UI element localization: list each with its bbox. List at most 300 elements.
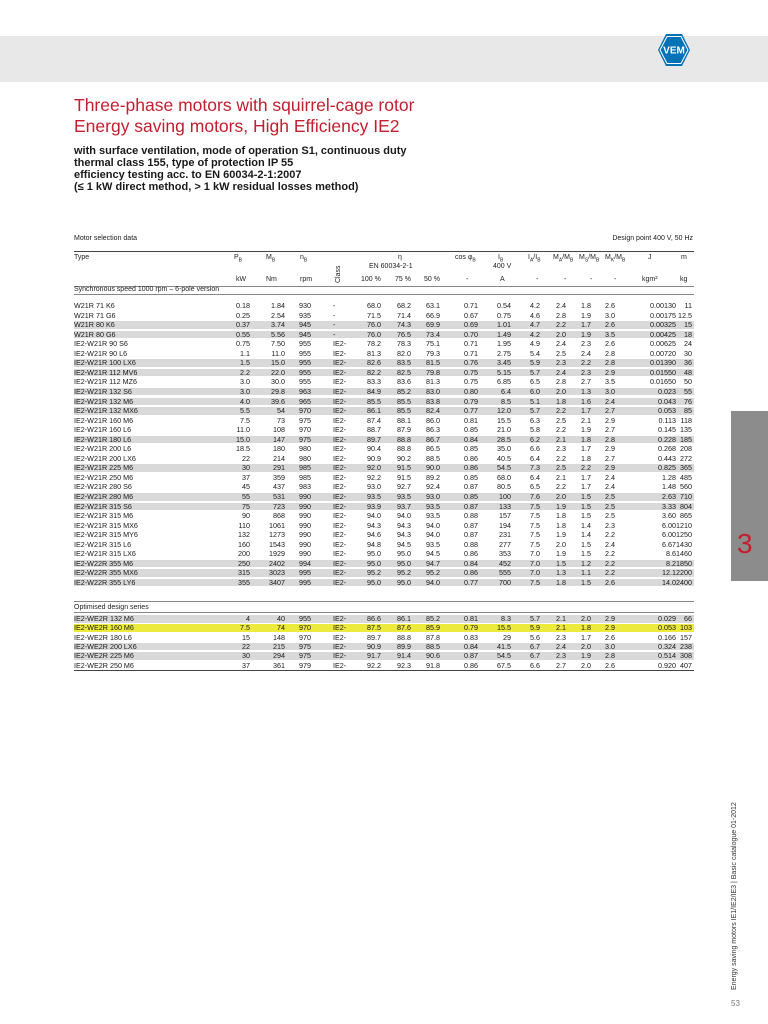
unit-cos: -: [466, 276, 469, 283]
cell-mamb: 1.8: [556, 577, 566, 587]
cell-m: 407: [680, 660, 692, 670]
cell-mb: 39.6: [271, 396, 285, 406]
cell-nb: 990: [299, 520, 311, 530]
cell-mkmb: 2.5: [605, 511, 615, 521]
cell-eta75: 88.8: [397, 434, 411, 444]
cell-class: IE2-: [333, 660, 347, 670]
cell-j: 0.053: [658, 406, 676, 416]
cell-class: IE2-: [333, 549, 347, 559]
cell-mb: 291: [273, 463, 285, 473]
cell-iaib: 6.5: [530, 482, 540, 492]
cell-eta75: 95.0: [397, 558, 411, 568]
cell-cos: 0.87: [464, 530, 478, 540]
cell-class: -: [333, 329, 336, 339]
cell-class: IE2-: [333, 651, 347, 661]
cell-pb: 22: [242, 453, 250, 463]
chapter-number: 3: [737, 528, 753, 559]
cell-eta100: 95.0: [367, 577, 381, 587]
cell-nb: 994: [299, 558, 311, 568]
table-row: [74, 302, 694, 310]
cell-msmb: 1.4: [581, 530, 591, 540]
cell-eta50: 85.2: [426, 614, 440, 623]
cell-pb: 0.55: [236, 329, 250, 339]
cell-ib: 6.4: [501, 386, 511, 396]
cell-ib: 8.3: [501, 614, 511, 623]
cell-mkmb: 2.2: [605, 530, 615, 540]
cell-eta75: 88.8: [397, 444, 411, 454]
cell-type: IE2-W21R 132 MX6: [74, 406, 138, 416]
col-header-nb: $n_B$: [300, 254, 308, 264]
cell-ib: 35.0: [497, 444, 511, 454]
cell-iaib: 7.5: [530, 577, 540, 587]
col-header-msmb: $M_S/M_B$: [579, 254, 600, 264]
cell-cos: 0.84: [464, 558, 478, 568]
cell-iaib: 7.5: [530, 520, 540, 530]
cell-pb: 200: [238, 549, 250, 559]
cell-eta75: 68.2: [397, 301, 411, 310]
cell-eta50: 86.3: [426, 425, 440, 435]
cell-mb: 214: [273, 453, 285, 463]
cell-mamb: 1.9: [556, 501, 566, 511]
table-caption: Motor selection data: [74, 235, 138, 242]
cell-mamb: 2.5: [556, 415, 566, 425]
cell-iaib: 7.0: [530, 558, 540, 568]
cell-nb: 955: [299, 348, 311, 358]
cell-eta75: 94.0: [397, 511, 411, 521]
cell-nb: 945: [299, 320, 311, 330]
cell-msmb: 1.7: [581, 482, 591, 492]
cell-type: IE2-W21R 180 L6: [74, 434, 132, 444]
cell-eta75: 85.2: [397, 386, 411, 396]
cell-iaib: 5.1: [530, 396, 540, 406]
cell-msmb: 1.8: [581, 434, 591, 444]
cell-eta75: 90.2: [397, 453, 411, 463]
table-row: [74, 503, 694, 511]
cell-iaib: 6.0: [530, 386, 540, 396]
cell-j: 0.043: [658, 396, 676, 406]
table-row: [74, 407, 694, 415]
cell-nb: 995: [299, 568, 311, 578]
table-row: [74, 359, 694, 367]
cell-mkmb: 2.9: [605, 614, 615, 623]
cell-mkmb: 2.3: [605, 520, 615, 530]
cell-m: 118: [680, 415, 692, 425]
cell-mamb: 2.4: [556, 339, 566, 349]
cell-eta50: 93.5: [426, 539, 440, 549]
cell-pb: 55: [242, 492, 250, 501]
cell-type: IE2-W21R 100 LX6: [74, 358, 136, 368]
cell-eta50: 89.2: [426, 472, 440, 482]
table-row: [74, 426, 694, 434]
cell-ib: 21.0: [497, 425, 511, 435]
cell-class: IE2-: [333, 348, 347, 358]
table-row: [74, 398, 694, 406]
cell-cos: 0.77: [464, 406, 478, 416]
cell-mb: 74: [277, 623, 285, 633]
cell-eta75: 92.3: [397, 660, 411, 670]
cell-m: 157: [680, 632, 692, 642]
page-subtitle: with surface ventilation, mode of operation S1, continuous duty thermal class 155, type of protection IP 55 efficiency testing acc. to EN 60034-2-1:2007 (≤ 1 kW direct method, > 1 kW residual losses method): [74, 145, 407, 193]
cell-m: 2400: [676, 577, 692, 587]
cell-mkmb: 2.4: [605, 396, 615, 406]
cell-mkmb: 2.2: [605, 549, 615, 559]
cell-type: W21R 80 K6: [74, 320, 115, 330]
table-row: [74, 312, 694, 320]
col-header-mamb: $M_A/M_B$: [553, 254, 574, 264]
cell-nb: 979: [299, 660, 311, 670]
cell-m: 103: [680, 623, 692, 633]
cell-msmb: 2.1: [581, 415, 591, 425]
cell-nb: 990: [299, 539, 311, 549]
unit-mamb: -: [564, 276, 567, 283]
cell-msmb: 1.5: [581, 501, 591, 511]
cell-pb: 1.1: [240, 348, 250, 358]
cell-nb: 965: [299, 396, 311, 406]
cell-eta100: 86.6: [367, 614, 381, 623]
cell-type: IE2-W21R 315 S6: [74, 501, 132, 511]
cell-mamb: 2.0: [556, 539, 566, 549]
cell-mb: 1273: [269, 530, 285, 540]
cell-iaib: 5.7: [530, 614, 540, 623]
table-row: [74, 643, 694, 651]
cell-nb: 930: [299, 301, 311, 310]
cell-eta50: 88.5: [426, 453, 440, 463]
cell-ib: 1.95: [497, 339, 511, 349]
cell-mamb: 2.0: [556, 386, 566, 396]
table-row: [74, 464, 694, 472]
cell-ib: 5.15: [497, 367, 511, 377]
cell-nb: 970: [299, 623, 311, 633]
cell-nb: 990: [299, 511, 311, 521]
table-row: [74, 417, 694, 425]
cell-eta50: 87.8: [426, 632, 440, 642]
cell-nb: 955: [299, 614, 311, 623]
cell-mamb: 2.2: [556, 425, 566, 435]
cell-msmb: 1.3: [581, 386, 591, 396]
cell-mkmb: 2.4: [605, 472, 615, 482]
section-title-optimised: Optimised design series: [74, 604, 149, 611]
cell-ib: 8.5: [501, 396, 511, 406]
cell-mkmb: 2.6: [605, 660, 615, 670]
cell-mkmb: 2.7: [605, 453, 615, 463]
cell-m: 560: [680, 482, 692, 492]
cell-mamb: 2.3: [556, 651, 566, 661]
cell-cos: 0.71: [464, 339, 478, 349]
cell-eta75: 78.3: [397, 339, 411, 349]
cell-eta50: 93.5: [426, 511, 440, 521]
cell-m: 2200: [676, 568, 692, 578]
cell-mkmb: 2.8: [605, 651, 615, 661]
cell-type: IE2-W21R 280 M6: [74, 492, 134, 501]
table-row: [74, 634, 694, 642]
cell-m: 185: [680, 434, 692, 444]
col-header-mkmb: $M_K/M_B$: [605, 254, 626, 264]
cell-eta75: 88.1: [397, 415, 411, 425]
cell-mamb: 2.1: [556, 614, 566, 623]
cell-nb: 955: [299, 358, 311, 368]
cell-j: 0.01650: [650, 377, 676, 387]
cell-pb: 22: [242, 641, 250, 651]
cell-eta100: 90.9: [367, 641, 381, 651]
cell-msmb: 1.4: [581, 520, 591, 530]
table-mid-rule: [74, 601, 694, 602]
table-row: [74, 369, 694, 377]
cell-iaib: 4.6: [530, 310, 540, 320]
cell-eta75: 87.9: [397, 425, 411, 435]
cell-eta100: 92.2: [367, 472, 381, 482]
cell-class: IE2-: [333, 377, 347, 387]
table-row: [74, 378, 694, 386]
cell-eta100: 76.0: [367, 329, 381, 339]
cell-class: IE2-: [333, 463, 347, 473]
cell-ib: 15.5: [497, 623, 511, 633]
cell-pb: 30: [242, 651, 250, 661]
cell-pb: 0.37: [236, 320, 250, 330]
cell-m: 1460: [676, 549, 692, 559]
cell-cos: 0.70: [464, 329, 478, 339]
table-row: [74, 560, 694, 568]
cell-eta50: 94.7: [426, 558, 440, 568]
cell-eta100: 92.0: [367, 463, 381, 473]
cell-cos: 0.71: [464, 301, 478, 310]
cell-msmb: 1.9: [581, 329, 591, 339]
cell-pb: 37: [242, 472, 250, 482]
cell-ib: 1.49: [497, 329, 511, 339]
cell-nb: 985: [299, 463, 311, 473]
cell-iaib: 5.7: [530, 406, 540, 416]
header-band: [0, 36, 768, 82]
cell-mkmb: 2.9: [605, 444, 615, 454]
cell-msmb: 1.9: [581, 425, 591, 435]
cell-nb: 980: [299, 453, 311, 463]
cell-msmb: 1.7: [581, 472, 591, 482]
cell-eta75: 76.5: [397, 329, 411, 339]
cell-msmb: 1.1: [581, 568, 591, 578]
cell-m: 238: [680, 641, 692, 651]
cell-j: 0.920: [658, 660, 676, 670]
cell-mamb: 2.5: [556, 348, 566, 358]
table-row: [74, 512, 694, 520]
cell-mkmb: 2.9: [605, 623, 615, 633]
cell-cos: 0.77: [464, 577, 478, 587]
cell-class: -: [333, 301, 336, 310]
cell-mkmb: 2.8: [605, 434, 615, 444]
cell-m: 308: [680, 651, 692, 661]
cell-j: 0.228: [658, 434, 676, 444]
cell-type: IE2-W21R 90 L6: [74, 348, 128, 358]
cell-j: 6.67: [662, 539, 676, 549]
cell-mkmb: 2.7: [605, 406, 615, 416]
cell-m: 710: [680, 492, 692, 501]
cell-type: IE2-W21R 200 LX6: [74, 453, 136, 463]
cell-ib: 12.0: [497, 406, 511, 416]
cell-j: 0.01390: [650, 358, 676, 368]
table-top-rule: [74, 251, 694, 252]
cell-pb: 160: [238, 539, 250, 549]
cell-class: -: [333, 320, 336, 330]
cell-type: IE2-W21R 160 M6: [74, 415, 134, 425]
unit-eta50: 50 %: [424, 276, 440, 283]
cell-mb: 147: [273, 434, 285, 444]
col-header-ib-voltage: 400 V: [493, 263, 512, 270]
col-header-eta: η: [398, 254, 402, 261]
cell-iaib: 7.0: [530, 549, 540, 559]
design-point: Design point 400 V, 50 Hz: [612, 235, 693, 242]
cell-j: 8.2: [666, 558, 676, 568]
cell-mb: 11.0: [271, 348, 285, 358]
cell-eta75: 87.6: [397, 623, 411, 633]
cell-type: IE2-W21R 315 M6: [74, 511, 134, 521]
cell-eta50: 75.1: [426, 339, 440, 349]
cell-pb: 0.25: [236, 310, 250, 320]
cell-ib: 29: [503, 632, 511, 642]
cell-pb: 132: [238, 530, 250, 540]
cell-j: 3.60: [662, 511, 676, 521]
cell-mkmb: 2.8: [605, 358, 615, 368]
col-header-cos: $\cos \varphi_B$: [455, 254, 476, 264]
cell-mb: 15.0: [271, 358, 285, 368]
cell-mamb: 2.8: [556, 310, 566, 320]
cell-mamb: 2.1: [556, 472, 566, 482]
cell-pb: 45: [242, 482, 250, 492]
cell-eta75: 88.8: [397, 632, 411, 642]
cell-eta100: 90.9: [367, 453, 381, 463]
cell-eta75: 94.3: [397, 530, 411, 540]
cell-eta50: 91.8: [426, 660, 440, 670]
table-row: [74, 615, 694, 623]
cell-class: IE2-: [333, 339, 347, 349]
cell-eta75: 94.3: [397, 520, 411, 530]
cell-mb: 868: [273, 511, 285, 521]
cell-mamb: 2.0: [556, 492, 566, 501]
cell-class: IE2-: [333, 530, 347, 540]
cell-mkmb: 2.4: [605, 482, 615, 492]
cell-eta50: 94.0: [426, 520, 440, 530]
cell-type: IE2-W21R 315 L6: [74, 539, 132, 549]
cell-iaib: 5.6: [530, 632, 540, 642]
cell-msmb: 1.5: [581, 511, 591, 521]
cell-eta100: 93.9: [367, 501, 381, 511]
cell-m: 1430: [676, 539, 692, 549]
cell-eta100: 76.0: [367, 320, 381, 330]
cell-mkmb: 2.6: [605, 301, 615, 310]
cell-class: IE2-: [333, 453, 347, 463]
cell-eta100: 89.7: [367, 632, 381, 642]
cell-cos: 0.69: [464, 320, 478, 330]
cell-j: 0.023: [658, 386, 676, 396]
cell-class: IE2-: [333, 568, 347, 578]
cell-pb: 37: [242, 660, 250, 670]
cell-eta100: 82.6: [367, 358, 381, 368]
table-row: [74, 522, 694, 530]
cell-mb: 108: [273, 425, 285, 435]
cell-mkmb: 2.5: [605, 501, 615, 511]
cell-j: 0.166: [658, 632, 676, 642]
cell-eta50: 90.6: [426, 651, 440, 661]
table-bottom-rule: [74, 670, 694, 671]
cell-m: 272: [680, 453, 692, 463]
cell-pb: 3.0: [240, 377, 250, 387]
cell-eta100: 94.8: [367, 539, 381, 549]
cell-mamb: 1.5: [556, 558, 566, 568]
cell-j: 0.053: [658, 623, 676, 633]
cell-m: 30: [684, 348, 692, 358]
cell-j: 1.48: [662, 482, 676, 492]
cell-iaib: 7.6: [530, 492, 540, 501]
cell-ib: 1.01: [497, 320, 511, 330]
cell-iaib: 5.4: [530, 348, 540, 358]
cell-pb: 0.18: [236, 301, 250, 310]
col-header-class: Class: [335, 265, 342, 283]
unit-mkmb: -: [614, 276, 617, 283]
cell-eta50: 93.5: [426, 501, 440, 511]
cell-nb: 990: [299, 492, 311, 501]
cell-msmb: 1.8: [581, 453, 591, 463]
col-header-iaib: $I_A/I_B$: [528, 254, 541, 264]
cell-mkmb: 2.6: [605, 339, 615, 349]
cell-ib: 555: [499, 568, 511, 578]
cell-mkmb: 2.5: [605, 492, 615, 501]
table-row: [74, 350, 694, 358]
cell-m: 48: [684, 367, 692, 377]
cell-mb: 2.54: [271, 310, 285, 320]
cell-cos: 0.84: [464, 434, 478, 444]
cell-ib: 452: [499, 558, 511, 568]
cell-pb: 90: [242, 511, 250, 521]
cell-type: IE2-W21R 280 S6: [74, 482, 132, 492]
cell-class: IE2-: [333, 511, 347, 521]
cell-class: IE2-: [333, 482, 347, 492]
cell-eta100: 94.3: [367, 520, 381, 530]
cell-type: IE2-WE2R 160 M6: [74, 623, 134, 633]
table-row: [74, 340, 694, 348]
cell-msmb: 1.2: [581, 558, 591, 568]
cell-cos: 0.88: [464, 539, 478, 549]
cell-j: 0.825: [658, 463, 676, 473]
cell-j: 0.00720: [650, 348, 676, 358]
cell-class: IE2-: [333, 434, 347, 444]
table-row: [74, 483, 694, 491]
unit-eta75: 75 %: [395, 276, 411, 283]
cell-eta50: 86.5: [426, 444, 440, 454]
cell-msmb: 1.9: [581, 651, 591, 661]
cell-nb: 985: [299, 472, 311, 482]
table-row: [74, 662, 694, 670]
unit-msmb: -: [590, 276, 593, 283]
cell-eta75: 95.2: [397, 568, 411, 578]
cell-ib: 194: [499, 520, 511, 530]
cell-eta50: 92.4: [426, 482, 440, 492]
cell-eta75: 83.5: [397, 358, 411, 368]
cell-cos: 0.83: [464, 632, 478, 642]
cell-mkmb: 2.6: [605, 632, 615, 642]
col-header-m: m: [681, 254, 687, 261]
cell-pb: 15: [242, 632, 250, 642]
table-row: [74, 436, 694, 444]
cell-ib: 6.85: [497, 377, 511, 387]
cell-ib: 133: [499, 501, 511, 511]
cell-iaib: 4.7: [530, 320, 540, 330]
cell-cos: 0.79: [464, 396, 478, 406]
cell-iaib: 7.3: [530, 463, 540, 473]
cell-j: 2.63: [662, 492, 676, 501]
cell-eta100: 88.7: [367, 425, 381, 435]
cell-eta75: 82.0: [397, 348, 411, 358]
cell-nb: 975: [299, 651, 311, 661]
cell-type: IE2-W22R 355 MX6: [74, 568, 138, 578]
cell-mamb: 2.1: [556, 434, 566, 444]
cell-class: IE2-: [333, 492, 347, 501]
